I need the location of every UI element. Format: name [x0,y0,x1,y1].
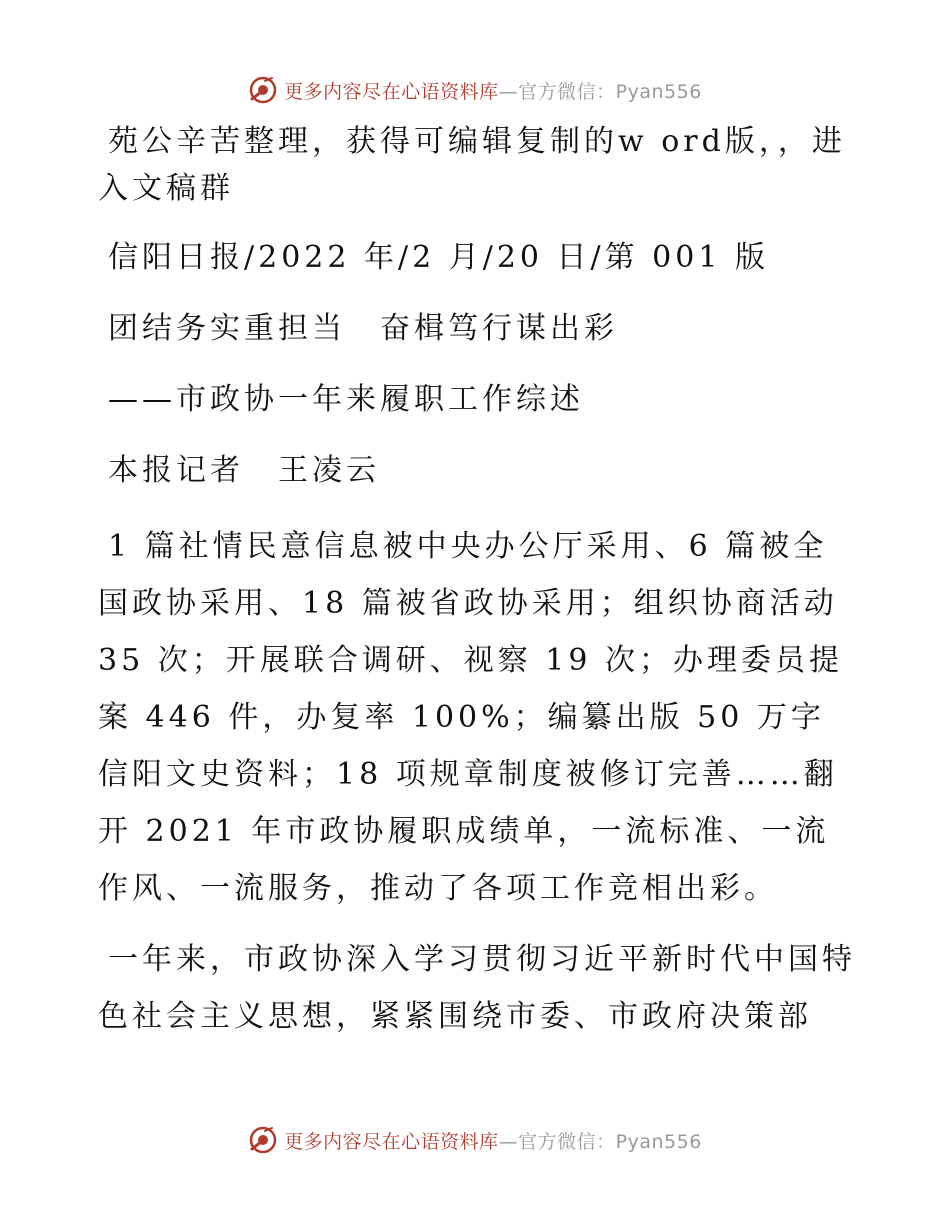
intro-note: 苑公辛苦整理，获得可编辑复制的w ord版，，进入文稿群 [98,124,846,206]
watermark-main-text: 更多内容尽在心语资料库 [284,1130,499,1153]
article-subtitle: ——市政协一年来履职工作综述 [108,382,584,417]
watermark-header [0,70,950,110]
document-body [98,118,858,1059]
watermark-separator: — [498,1130,519,1153]
watermark-wechat-text: 官方微信：Pyan556 [518,80,702,103]
article-byline: 本报记者 王凌云 [108,453,380,488]
body-paragraph: 一年来，市政协深入学习贯彻习近平新时代中国特色社会主义思想，紧紧围绕市委、市政府决策部 [98,942,856,1034]
watermark-text [284,77,702,104]
article-title: 团结务实重担当 奋楫笃行谋出彩 [108,311,618,346]
logo-icon [248,1125,278,1155]
newspaper-source: 信阳日报/2022 年/2 月/20 日/第 001 版 [108,240,769,275]
watermark-footer [0,1120,950,1160]
body-paragraph: 1 篇社情民意信息被中央办公厅采用、6 篇被全国政协采用、18 篇被省政协采用；组织协商活动 35 次；开展联合调研、视察 19 次；办理委员提案 446 件，办复率 100%；编纂出版 50 万字信阳文史资料；18 项规章制度被修订完善……翻开 2021 年市政协履职成绩单，一流标准、一流作风、一流服务，推动了各项工作竞相出彩。 [98,529,843,906]
watermark-wechat-text: 官方微信：Pyan556 [518,1130,702,1153]
watermark-separator: — [498,80,519,103]
logo-icon [248,75,278,105]
watermark-text [284,1127,702,1154]
watermark-main-text: 更多内容尽在心语资料库 [284,80,499,103]
